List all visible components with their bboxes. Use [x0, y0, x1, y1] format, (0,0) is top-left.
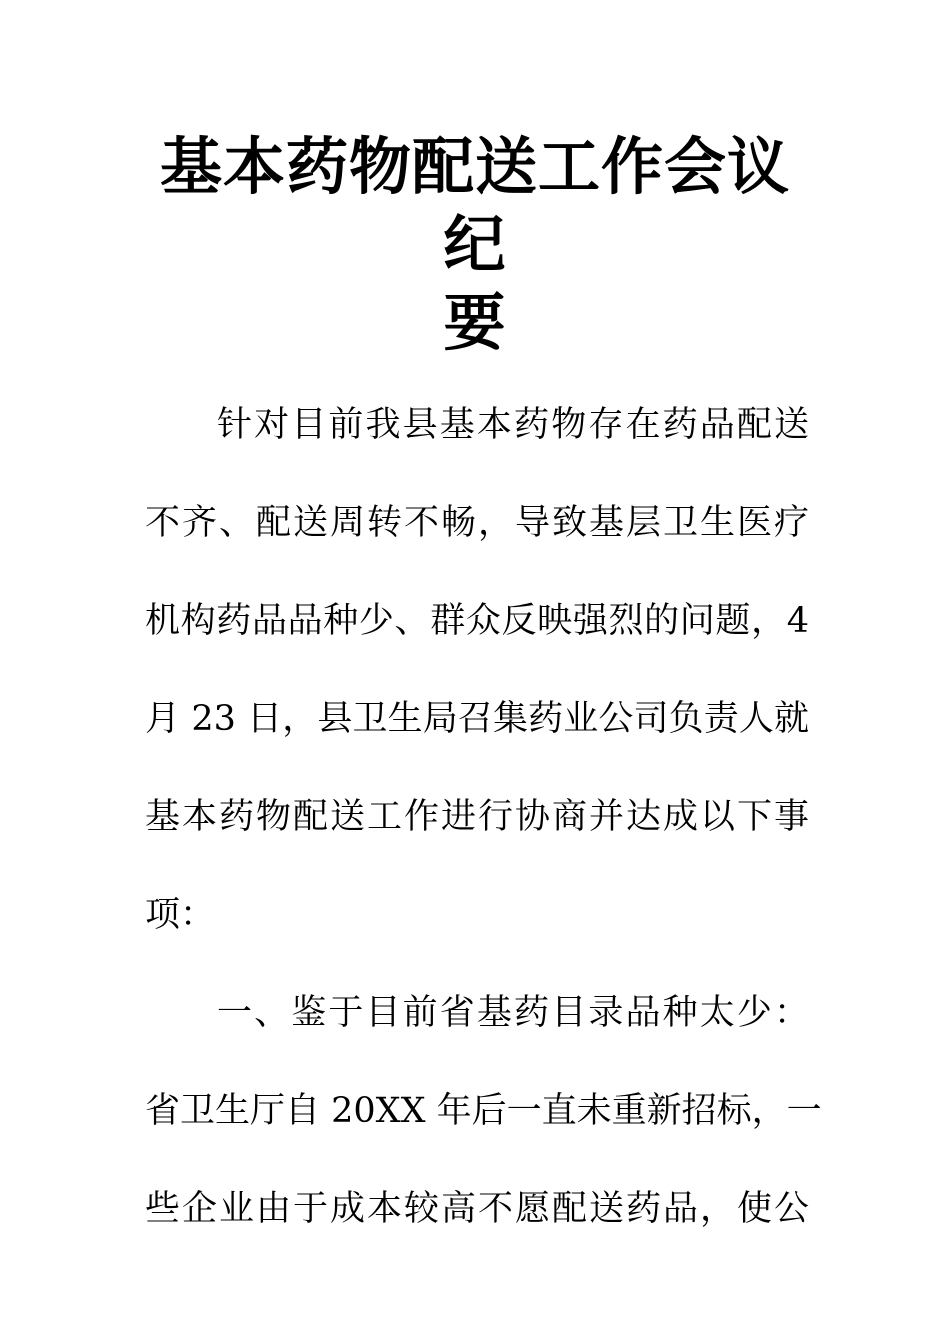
- paragraph-intro: [145, 376, 809, 964]
- text-line: 一、鉴于目前省基药目录品种太少：: [217, 993, 809, 1033]
- text-line: 些企业由于成本较高不愿配送药品，使公: [145, 1189, 809, 1229]
- text-line: 项：: [145, 895, 216, 935]
- text-line: 基本药物配送工作进行协商并达成以下事: [145, 797, 809, 837]
- text-line: 不齐、配送周转不畅，导致基层卫生医疗: [145, 503, 809, 543]
- text-line: 月 23 日，县卫生局召集药业公司负责人就: [145, 699, 809, 739]
- document-title: [145, 128, 805, 362]
- title-line-1: 基本药物配送工作会议纪: [159, 130, 790, 281]
- text-line: 机构药品品种少、群众反映强烈的问题，4: [145, 601, 809, 641]
- document-body: [145, 376, 822, 1258]
- paragraph-item-1: [145, 964, 822, 1258]
- title-line-2: 要: [443, 286, 507, 359]
- text-line: 省卫生厅自 20XX 年后一直未重新招标，一: [145, 1091, 822, 1131]
- text-line: 针对目前我县基本药物存在药品配送: [217, 405, 809, 445]
